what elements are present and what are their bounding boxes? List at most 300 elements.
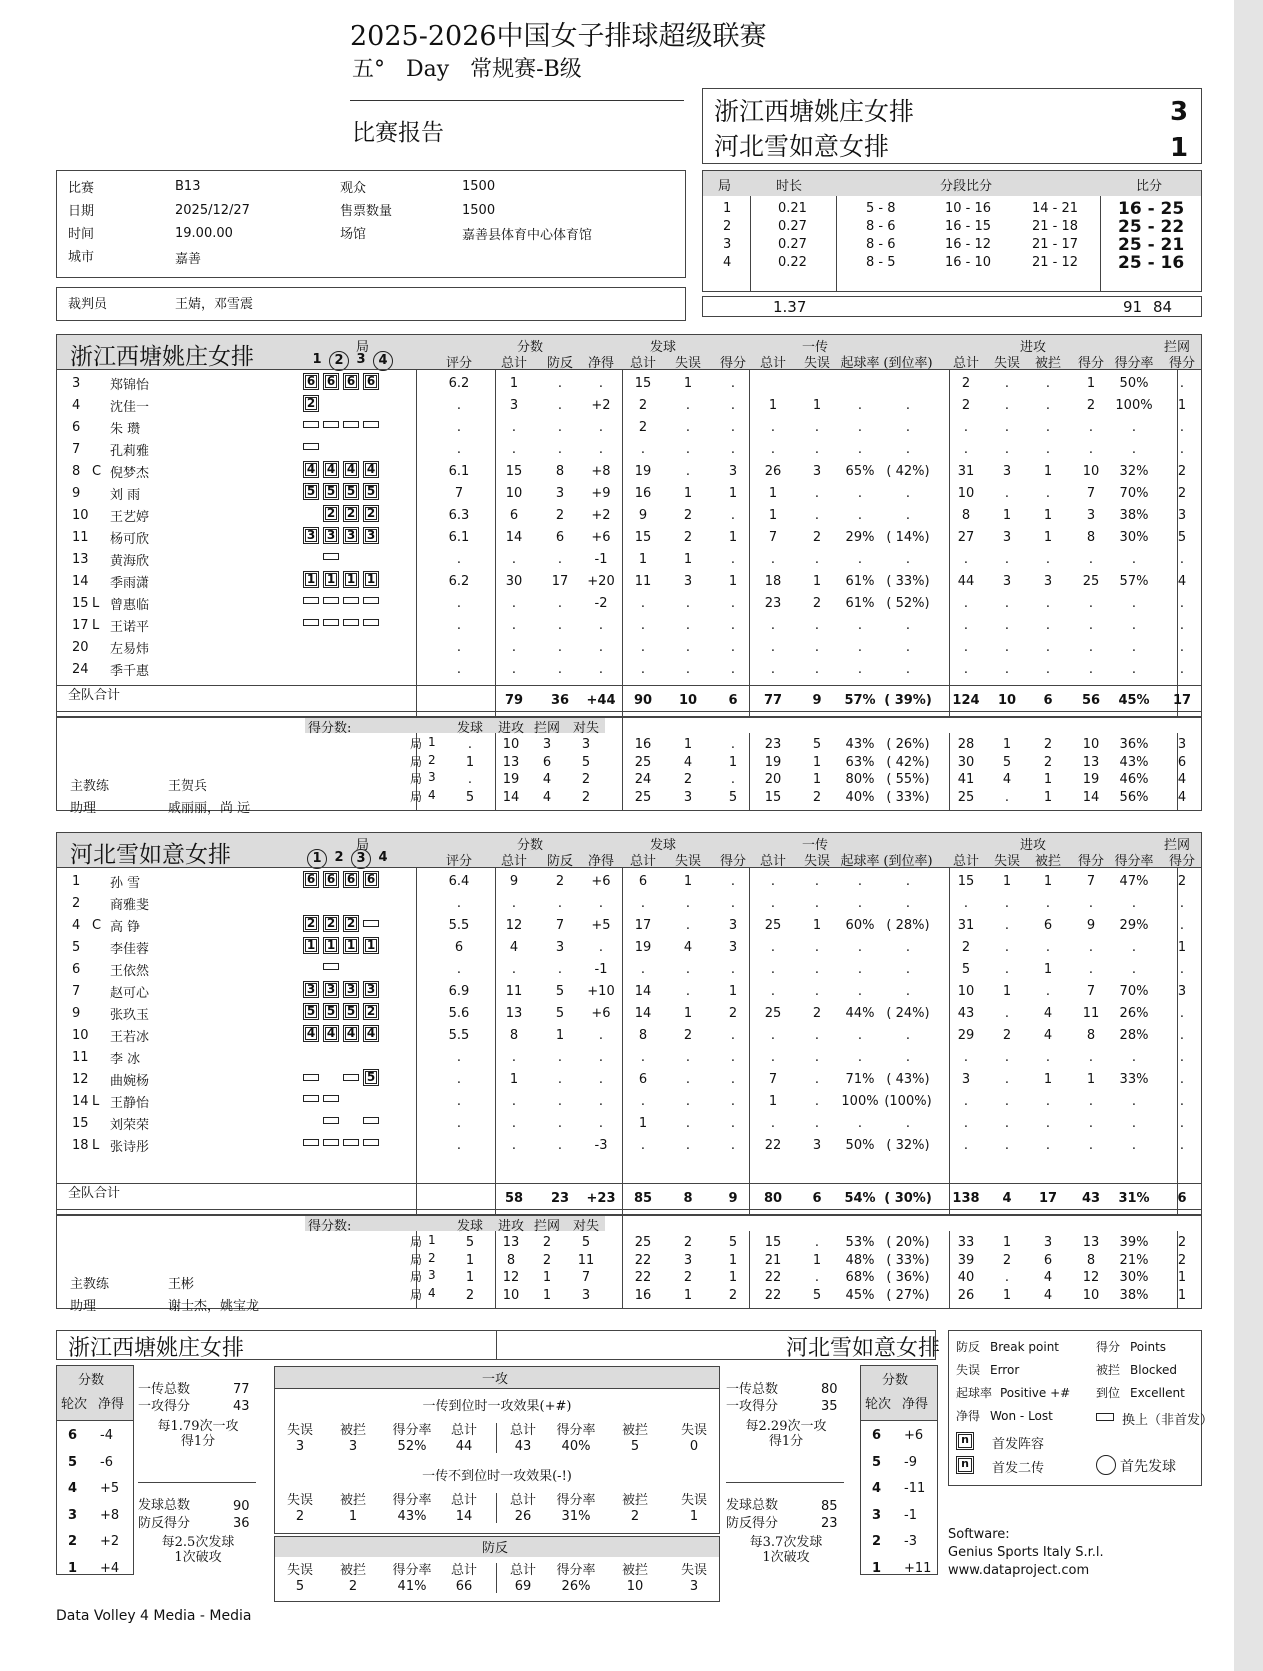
empty-set-slot bbox=[343, 659, 359, 674]
fb-home-val: 1 bbox=[348, 1509, 358, 1524]
player-number: 20 bbox=[72, 640, 89, 655]
stat-cell: 7 bbox=[1086, 984, 1096, 999]
set-stat-cell: 4 bbox=[1043, 1270, 1053, 1285]
legend-desc: Error bbox=[990, 1363, 1020, 1377]
stat-cell: . bbox=[557, 896, 563, 911]
city-label: 城市 bbox=[68, 250, 95, 265]
empty-set-slot bbox=[363, 439, 379, 454]
set-stat-cell: 13 bbox=[1082, 1235, 1100, 1250]
total-cell: 124 bbox=[952, 693, 980, 708]
starting-position: 1 bbox=[303, 937, 319, 954]
fb-home-val: 52% bbox=[397, 1439, 427, 1454]
stat-cell: . bbox=[511, 420, 517, 435]
col-srv_total: 总计 bbox=[629, 356, 656, 371]
set-stat-cell: 22 bbox=[764, 1287, 782, 1303]
date-value: 2025/12/27 bbox=[175, 203, 250, 218]
stat-cell: (100%) bbox=[884, 1094, 932, 1109]
set-row-number: 1 bbox=[428, 735, 436, 749]
total-cell: 6 bbox=[728, 693, 738, 708]
stat-cell: . bbox=[1088, 420, 1094, 435]
set-stat-cell: 2 bbox=[683, 1235, 693, 1250]
stat-cell: ( 28%) bbox=[886, 918, 930, 933]
rotation-net-label: 净得 bbox=[98, 1397, 125, 1412]
stat-cell: 9 bbox=[1086, 918, 1096, 933]
player-number: 2 bbox=[72, 896, 81, 911]
legend-desc: 首发阵容 bbox=[992, 1437, 1045, 1452]
player-role: C bbox=[92, 918, 102, 933]
player-rotations bbox=[303, 395, 383, 412]
player-name: 张诗彤 bbox=[110, 1140, 150, 1155]
set-stat-cell: . bbox=[1004, 1270, 1010, 1285]
starting-position: 2 bbox=[343, 505, 359, 522]
stat-cell: 3 bbox=[1002, 464, 1012, 479]
stat-cell: 1 bbox=[728, 486, 738, 501]
stat-cell: . bbox=[456, 420, 462, 435]
points-by-value: 1 bbox=[542, 1270, 552, 1285]
stat-cell: 1 bbox=[728, 530, 738, 545]
stat-cell: . bbox=[857, 640, 863, 655]
round-subtitle: 五° Day 常规赛-B级 bbox=[352, 57, 582, 82]
stat-cell: 1 bbox=[1002, 874, 1012, 889]
set-stat-cell: 40 bbox=[957, 1270, 975, 1285]
stat-cell: 1 bbox=[1177, 398, 1187, 413]
player-name: 王艺婷 bbox=[110, 510, 150, 525]
att-pts-label: 一攻得分 bbox=[138, 1399, 191, 1414]
stat-cell: 3 bbox=[728, 464, 738, 479]
player-name: 曲婉杨 bbox=[110, 1074, 150, 1089]
player-name: 商雅斐 bbox=[110, 898, 150, 913]
set-stat-cell: 33 bbox=[957, 1235, 975, 1250]
stat-cell: . bbox=[1179, 1028, 1185, 1043]
set-stat-cell: 5 bbox=[728, 789, 738, 805]
stat-cell: 1 bbox=[1043, 530, 1053, 545]
stat-cell: . bbox=[1179, 662, 1185, 677]
set-duration: 0.22 bbox=[778, 255, 807, 270]
stat-cell: . bbox=[685, 662, 691, 677]
stat-cell: . bbox=[640, 962, 646, 977]
col-pts_bp: 防反 bbox=[546, 356, 573, 371]
col-pts_total: 总计 bbox=[500, 854, 527, 869]
stat-cell: . bbox=[557, 640, 563, 655]
points-by-value: . bbox=[467, 737, 473, 752]
stat-cell: 18 bbox=[764, 574, 782, 589]
stat-cell: . bbox=[1088, 896, 1094, 911]
stat-cell: 2 bbox=[961, 940, 971, 955]
stat-cell: . bbox=[1088, 618, 1094, 633]
fb-head: 失误 bbox=[286, 1423, 313, 1438]
total-cell: 138 bbox=[952, 1191, 980, 1206]
fb-home-val: 43% bbox=[397, 1509, 427, 1524]
substitution-mark bbox=[343, 1074, 359, 1081]
stat-cell: 5 bbox=[961, 962, 971, 977]
stat-cell: . bbox=[511, 596, 517, 611]
set-stat-cell: ( 20%) bbox=[886, 1235, 930, 1250]
stat-cell: 23 bbox=[764, 596, 782, 611]
total-cell: 58 bbox=[504, 1191, 524, 1206]
stat-cell: . bbox=[685, 640, 691, 655]
stat-cell: 1 bbox=[1086, 1072, 1096, 1087]
referees-box bbox=[56, 287, 686, 321]
stat-cell: ( 32%) bbox=[886, 1138, 930, 1153]
rotation-number: 5 bbox=[872, 1454, 882, 1470]
set-stat-cell: 1 bbox=[728, 754, 738, 770]
set-stat-cell: 2 bbox=[812, 789, 822, 805]
player-number: 15 bbox=[72, 1116, 89, 1131]
stat-cell: 1 bbox=[812, 574, 822, 589]
player-rotations bbox=[303, 1091, 383, 1106]
stat-cell: . bbox=[770, 874, 776, 889]
empty-set-slot bbox=[303, 549, 319, 564]
fb-away-val: 2 bbox=[630, 1509, 640, 1524]
legend-desc: Break point bbox=[990, 1340, 1060, 1354]
stat-cell: 1 bbox=[1043, 508, 1053, 523]
summary-home-name: 浙江西塘姚庄女排 bbox=[68, 1336, 245, 1361]
stat-cell: . bbox=[857, 662, 863, 677]
stat-cell: 26 bbox=[764, 464, 782, 479]
stat-cell: 6.9 bbox=[448, 984, 470, 999]
stat-cell: 3 bbox=[812, 1138, 822, 1153]
player-number: 15 bbox=[72, 596, 89, 611]
stat-cell: 100% bbox=[1115, 398, 1153, 413]
points-by-value: 3 bbox=[542, 737, 552, 752]
stat-cell: . bbox=[685, 420, 691, 435]
empty-set-slot bbox=[363, 549, 379, 564]
fb-away-val: 3 bbox=[689, 1579, 699, 1594]
divider bbox=[836, 196, 837, 292]
group-attack: 进攻 bbox=[1020, 340, 1047, 355]
set-stat-cell: ( 33%) bbox=[886, 789, 930, 805]
set-stat-cell: ( 27%) bbox=[886, 1287, 930, 1303]
rotation-net: -1 bbox=[904, 1507, 917, 1523]
player-number: 10 bbox=[72, 508, 89, 523]
substitution-mark bbox=[343, 597, 359, 604]
points-by-value: 12 bbox=[502, 1270, 520, 1285]
stat-cell: . bbox=[1045, 640, 1051, 655]
stat-cell: 1 bbox=[812, 398, 822, 413]
total-cell: 8 bbox=[683, 1191, 693, 1206]
empty-set-slot bbox=[323, 637, 339, 652]
stat-cell: . bbox=[1179, 896, 1185, 911]
stat-cell: . bbox=[685, 962, 691, 977]
stat-cell: -1 bbox=[594, 962, 608, 977]
group-attack: 进攻 bbox=[1020, 838, 1047, 853]
stat-cell: . bbox=[905, 896, 911, 911]
col-att_blk: 被拦 bbox=[1034, 356, 1061, 371]
rotation-number: 3 bbox=[872, 1507, 882, 1523]
assistant-label: 助理 bbox=[70, 1299, 97, 1314]
stat-cell: . bbox=[963, 1138, 969, 1153]
stat-cell: . bbox=[1004, 596, 1010, 611]
set-stat-cell: 22 bbox=[634, 1270, 652, 1285]
stat-cell: . bbox=[730, 640, 736, 655]
fb-head: 得分率 bbox=[392, 1563, 432, 1578]
att-pts-label: 一攻得分 bbox=[726, 1399, 779, 1414]
player-role: L bbox=[92, 596, 100, 611]
points-by-value: 2 bbox=[465, 1287, 475, 1303]
points-by-value: 2 bbox=[542, 1252, 552, 1268]
stat-cell: . bbox=[456, 1072, 462, 1087]
stat-cell: 30 bbox=[505, 574, 523, 589]
set-partial-3: 21 - 18 bbox=[1032, 219, 1079, 234]
empty-set-slot bbox=[323, 1047, 339, 1062]
player-number: 9 bbox=[72, 486, 81, 501]
att-pts: 43 bbox=[233, 1399, 250, 1414]
stat-cell: +10 bbox=[587, 984, 615, 999]
set-partial-2: 16 - 10 bbox=[945, 255, 992, 270]
empty-set-slot bbox=[323, 893, 339, 908]
set-stat-cell: 53% bbox=[845, 1235, 875, 1250]
player-number: 13 bbox=[72, 552, 89, 567]
stat-cell: . bbox=[814, 896, 820, 911]
stat-cell: . bbox=[1131, 1050, 1137, 1065]
empty-set-slot bbox=[303, 1047, 319, 1062]
stat-cell: . bbox=[1131, 442, 1137, 457]
pos-title: 一传到位时一攻效果(+#) bbox=[422, 1399, 572, 1414]
stat-cell: . bbox=[598, 442, 604, 457]
stat-cell: 8 bbox=[509, 1028, 519, 1043]
stat-cell: . bbox=[685, 618, 691, 633]
points-by-value: 10 bbox=[502, 1287, 520, 1303]
stat-cell: . bbox=[1088, 552, 1094, 567]
group-points: 分数 bbox=[517, 838, 544, 853]
set-stat-cell: 80% bbox=[845, 772, 875, 787]
total-cell: 6 bbox=[812, 1191, 822, 1206]
stat-cell: . bbox=[685, 918, 691, 933]
stat-cell: 29% bbox=[845, 530, 875, 545]
fb-head: 总计 bbox=[509, 1493, 536, 1508]
set-marker: 2 bbox=[334, 850, 344, 865]
stat-cell: 13 bbox=[505, 1006, 523, 1021]
substitution-mark bbox=[363, 1139, 379, 1146]
stat-cell: . bbox=[1131, 640, 1137, 655]
set-stat-cell: 15 bbox=[764, 789, 782, 805]
stat-cell: . bbox=[640, 1138, 646, 1153]
total-cell: 45% bbox=[1118, 693, 1150, 708]
stat-cell: +20 bbox=[587, 574, 615, 589]
totals-bottom-rule bbox=[56, 1209, 1202, 1210]
player-name: 李佳蓉 bbox=[110, 942, 150, 957]
starting-position: 2 bbox=[363, 505, 379, 522]
report-title: 比赛报告 bbox=[352, 120, 444, 146]
col-blk_pts: 得分 bbox=[1168, 854, 1195, 869]
set-stat-cell: 3 bbox=[1177, 737, 1187, 752]
stat-cell: . bbox=[905, 940, 911, 955]
fb-head: 得分率 bbox=[556, 1423, 596, 1438]
stat-cell: . bbox=[905, 874, 911, 889]
player-name: 季雨潇 bbox=[110, 576, 150, 591]
set-number: 2 bbox=[723, 219, 732, 234]
starting-position: 5 bbox=[363, 483, 379, 500]
stat-cell: . bbox=[770, 442, 776, 457]
stat-cell: 4 bbox=[1043, 1006, 1053, 1021]
stat-cell: . bbox=[905, 1116, 911, 1131]
col-srv_pts: 得分 bbox=[719, 356, 746, 371]
stat-cell: . bbox=[511, 618, 517, 633]
set-stat-cell: 26 bbox=[957, 1287, 975, 1303]
stat-cell: . bbox=[1004, 486, 1010, 501]
rotation-net: -11 bbox=[904, 1481, 926, 1496]
stat-cell: . bbox=[730, 896, 736, 911]
fb-head: 失误 bbox=[680, 1423, 707, 1438]
stat-cell: . bbox=[685, 464, 691, 479]
set-stat-cell: 1 bbox=[683, 737, 693, 752]
rotation-number: 1 bbox=[68, 1560, 78, 1576]
set-row-prefix: 局 bbox=[410, 1270, 423, 1284]
player-rotations bbox=[303, 937, 383, 954]
stat-cell: . bbox=[963, 1094, 969, 1109]
stat-cell: . bbox=[1045, 662, 1051, 677]
points-by-value: 4 bbox=[542, 789, 552, 805]
stat-cell: 5 bbox=[555, 1006, 565, 1021]
stat-cell: . bbox=[685, 896, 691, 911]
stat-cell: . bbox=[814, 1050, 820, 1065]
stat-cell: . bbox=[511, 962, 517, 977]
stat-cell: . bbox=[814, 508, 820, 523]
set-partial-1: 8 - 6 bbox=[866, 219, 896, 234]
set-stat-cell: 1 bbox=[1177, 1270, 1187, 1285]
legend-serve-circle bbox=[1096, 1455, 1116, 1475]
totals-label: 全队合计 bbox=[68, 688, 121, 703]
stat-cell: . bbox=[640, 442, 646, 457]
stat-cell: . bbox=[598, 420, 604, 435]
fb-ratio: 每1.79次一攻 得1分 bbox=[157, 1419, 239, 1449]
stat-cell: . bbox=[557, 1116, 563, 1131]
stat-cell: . bbox=[1004, 918, 1010, 933]
coach-name: 王贺兵 bbox=[168, 779, 208, 794]
set-stat-cell: ( 26%) bbox=[886, 737, 930, 752]
stat-cell: . bbox=[511, 640, 517, 655]
stat-cell: . bbox=[1088, 640, 1094, 655]
total-cell: 79 bbox=[504, 693, 524, 708]
starting-position: 5 bbox=[323, 483, 339, 500]
legend-start-mark: n bbox=[956, 1456, 974, 1474]
stat-cell: 60% bbox=[845, 918, 875, 933]
starting-position: 3 bbox=[343, 527, 359, 544]
stat-cell: . bbox=[770, 940, 776, 955]
set-stat-cell: 4 bbox=[1043, 1287, 1053, 1303]
stat-cell: -2 bbox=[594, 596, 608, 611]
stat-cell: . bbox=[1131, 962, 1137, 977]
starting-position: 5 bbox=[323, 1003, 339, 1020]
stat-cell: . bbox=[730, 1116, 736, 1131]
stat-cell: . bbox=[963, 552, 969, 567]
stat-cell: . bbox=[598, 1094, 604, 1109]
group-reception: 一传 bbox=[802, 838, 829, 853]
stat-cell: 7 bbox=[768, 1072, 778, 1087]
legend-sub-mark bbox=[1096, 1413, 1114, 1421]
starting-position: 4 bbox=[323, 461, 339, 478]
group-serve: 发球 bbox=[650, 838, 677, 853]
stat-cell: 2 bbox=[961, 376, 971, 391]
stat-cell: . bbox=[905, 640, 911, 655]
set-stat-cell: 14 bbox=[1082, 789, 1100, 805]
stat-cell: . bbox=[1179, 1050, 1185, 1065]
stat-cell: . bbox=[1045, 940, 1051, 955]
player-rotations bbox=[303, 373, 383, 390]
stat-cell: 1 bbox=[683, 486, 693, 501]
stat-cell: 25 bbox=[764, 918, 782, 933]
player-rotations bbox=[303, 593, 383, 608]
stat-cell: . bbox=[598, 1050, 604, 1065]
player-rotations bbox=[303, 915, 383, 932]
stat-cell: . bbox=[1131, 618, 1137, 633]
city-value: 嘉善 bbox=[175, 252, 202, 267]
rotation-number: 6 bbox=[68, 1428, 78, 1443]
starting-position: 1 bbox=[303, 571, 319, 588]
stat-cell: . bbox=[557, 376, 563, 391]
stat-cell: . bbox=[557, 1050, 563, 1065]
starting-position: 6 bbox=[363, 871, 379, 888]
stat-cell: 30% bbox=[1119, 530, 1149, 545]
points-by-value: . bbox=[467, 772, 473, 787]
stat-cell: 1 bbox=[1043, 464, 1053, 479]
stat-cell: . bbox=[640, 618, 646, 633]
bp-title: 防反 bbox=[482, 1541, 509, 1556]
set-score: 25 - 21 bbox=[1118, 235, 1185, 255]
stat-cell: 11 bbox=[1082, 1006, 1100, 1021]
set-stat-cell: 24 bbox=[634, 772, 652, 787]
player-name: 刘荣荣 bbox=[110, 1118, 150, 1133]
col-pts_wl: 净得 bbox=[587, 356, 614, 371]
fb-home-val: 2 bbox=[295, 1509, 305, 1524]
set-number: 3 bbox=[723, 237, 732, 252]
stat-cell: . bbox=[814, 1072, 820, 1087]
stat-cell: 1 bbox=[728, 984, 738, 999]
total-cell: 36 bbox=[550, 693, 570, 708]
stat-cell: 47% bbox=[1119, 874, 1149, 889]
col-rec_exc: (到位率) bbox=[883, 356, 933, 371]
col-att_err: 失误 bbox=[993, 356, 1020, 371]
stat-cell: . bbox=[730, 662, 736, 677]
stat-cell: . bbox=[511, 662, 517, 677]
player-rotations bbox=[303, 1135, 383, 1150]
stat-cell: 4 bbox=[1043, 1028, 1053, 1043]
stat-cell: . bbox=[456, 1138, 462, 1153]
points-by-value: 10 bbox=[502, 737, 520, 752]
set-stat-cell: ( 36%) bbox=[886, 1270, 930, 1285]
stat-cell: 1 bbox=[812, 918, 822, 933]
fb-center-line bbox=[496, 1563, 497, 1593]
player-role: L bbox=[92, 1094, 100, 1109]
set-stat-cell: . bbox=[814, 1270, 820, 1285]
player-number: 8 bbox=[72, 464, 81, 479]
player-name: 左易炜 bbox=[110, 642, 150, 657]
stat-cell: . bbox=[1045, 618, 1051, 633]
stat-cell: . bbox=[557, 1138, 563, 1153]
stat-cell: . bbox=[963, 640, 969, 655]
stat-cell: . bbox=[511, 552, 517, 567]
set-stat-cell: 21 bbox=[764, 1252, 782, 1268]
rotation-rule bbox=[56, 1420, 134, 1421]
stat-cell: . bbox=[730, 1050, 736, 1065]
col-att_err: 失误 bbox=[993, 854, 1020, 869]
stat-cell: . bbox=[511, 442, 517, 457]
set-stat-cell: 28 bbox=[957, 737, 975, 752]
stat-cell: . bbox=[640, 896, 646, 911]
stat-cell: 5 bbox=[1177, 530, 1187, 545]
column-divider bbox=[622, 1215, 623, 1231]
legend-term: 被拦 bbox=[1096, 1363, 1121, 1377]
points-by-value: 13 bbox=[502, 1235, 520, 1250]
starting-position: 4 bbox=[343, 461, 359, 478]
empty-set-slot bbox=[323, 439, 339, 454]
starting-position: 1 bbox=[343, 937, 359, 954]
stat-cell: . bbox=[1045, 420, 1051, 435]
stat-cell: 3 bbox=[1086, 508, 1096, 523]
stat-cell: . bbox=[730, 1094, 736, 1109]
away-team-name: 河北雪如意女排 bbox=[714, 132, 890, 161]
stat-cell: . bbox=[770, 640, 776, 655]
